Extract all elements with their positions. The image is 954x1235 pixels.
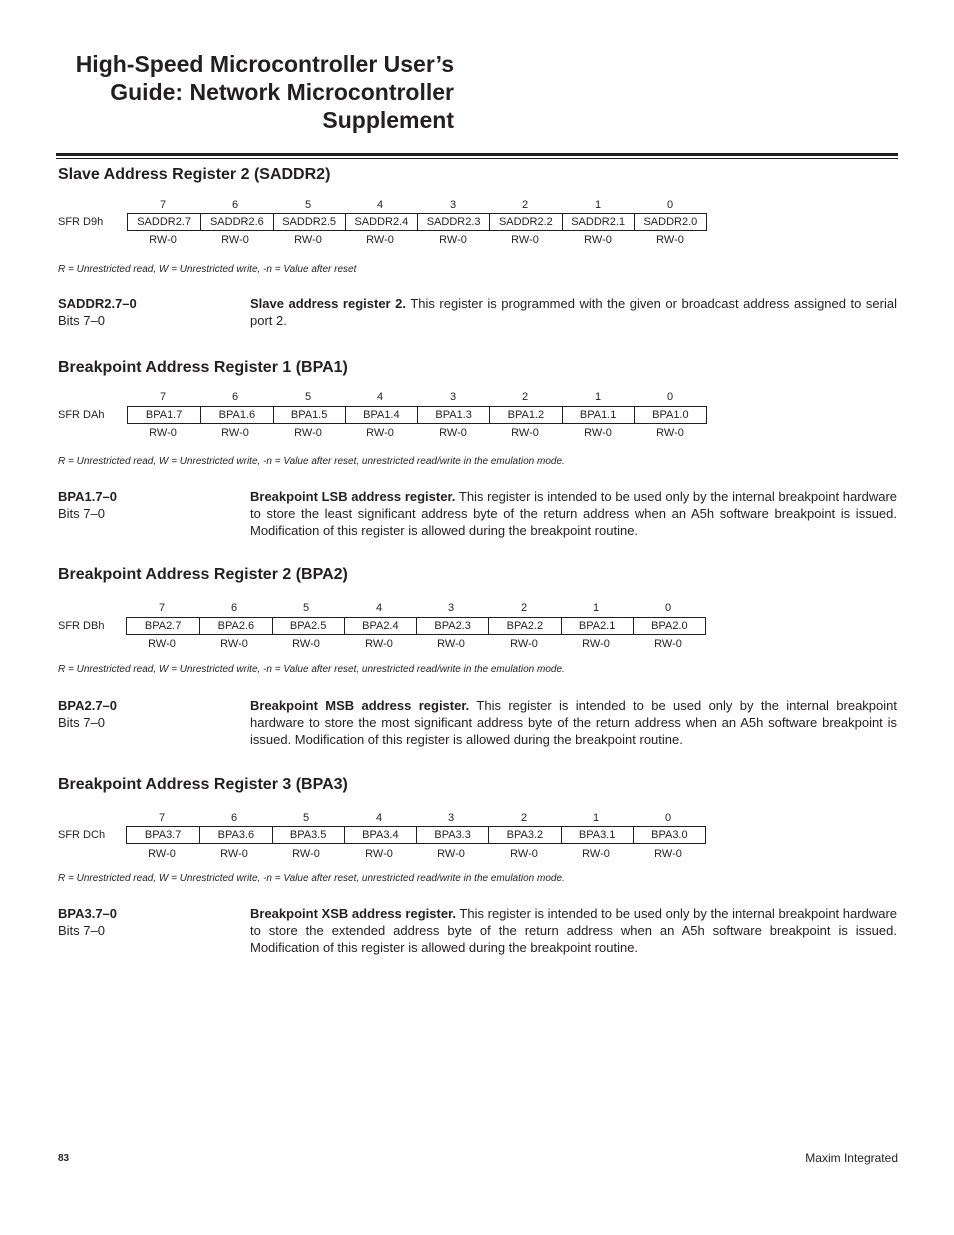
bit-number: 6 — [230, 812, 238, 824]
register-bit-cell: BPA3.7 — [144, 829, 182, 841]
bit-number: 3 — [449, 391, 457, 403]
register-bit-table — [127, 406, 707, 424]
reset-value: RW-0 — [582, 638, 610, 650]
bit-number: 5 — [304, 391, 312, 403]
reset-value: RW-0 — [366, 234, 394, 246]
register-bit-cell: BPA1.1 — [562, 407, 634, 423]
bit-number: 2 — [521, 391, 529, 403]
register-bit-cell: SADDR2.3 — [417, 214, 489, 230]
register-bit-cell: BPA2.6 — [199, 618, 271, 634]
field-bits: Bits 7–0 — [58, 313, 105, 328]
field-description-title: Breakpoint XSB address register. — [250, 906, 457, 921]
register-row — [0, 617, 954, 635]
register-bit-cell: BPA2.4 — [344, 618, 416, 634]
bit-number: 7 — [159, 391, 167, 403]
reset-value: RW-0 — [582, 848, 610, 860]
sfr-address: SFR DBh — [58, 620, 105, 632]
bit-number: 5 — [302, 812, 310, 824]
reset-value: RW-0 — [149, 427, 177, 439]
bit-number: 0 — [666, 199, 674, 211]
bit-number: 2 — [521, 199, 529, 211]
reset-value: RW-0 — [149, 234, 177, 246]
register-bit-cell: BPA1.6 — [200, 407, 272, 423]
bit-number: 3 — [449, 199, 457, 211]
reset-value: RW-0 — [511, 234, 539, 246]
register-bit-cell: SADDR2.2 — [489, 214, 561, 230]
section-heading: Breakpoint Address Register 2 (BPA2) — [58, 566, 348, 583]
reset-value: RW-0 — [510, 638, 538, 650]
register-bit-cell: BPA1.0 — [634, 407, 706, 423]
register-bit-cell: SADDR2.4 — [345, 214, 417, 230]
reset-value: RW-0 — [365, 848, 393, 860]
title-divider-thin — [56, 158, 898, 159]
reset-value: RW-0 — [654, 848, 682, 860]
section-heading: Slave Address Register 2 (SADDR2) — [58, 166, 331, 183]
register-row — [0, 826, 954, 844]
reset-value-row — [0, 847, 954, 865]
bit-number: 0 — [664, 812, 672, 824]
reset-value: RW-0 — [510, 848, 538, 860]
register-row — [0, 406, 954, 424]
register-bit-cell: BPA3.6 — [199, 827, 271, 843]
bit-number: 3 — [447, 602, 455, 614]
register-bit-cell: BPA2.5 — [272, 618, 344, 634]
reset-value: RW-0 — [654, 638, 682, 650]
reset-value: RW-0 — [656, 234, 684, 246]
register-bit-cell: BPA1.4 — [345, 407, 417, 423]
reset-value: RW-0 — [220, 638, 248, 650]
section-heading: Breakpoint Address Register 3 (BPA3) — [58, 776, 348, 793]
field-description-text: This register is intended to be used only by the internal breakpoint hardware to store the most significant address byte of the return address when an A5h software breakpoint is issued. Modification of this register is allowed during the breakpoint routine. — [250, 698, 897, 747]
sfr-address: SFR DCh — [58, 829, 106, 841]
bit-number: 1 — [594, 199, 602, 211]
title-line: Guide: Network Microcontroller — [110, 79, 454, 105]
register-bit-cell: BPA2.0 — [633, 618, 705, 634]
register-bit-cell: SADDR2.5 — [273, 214, 345, 230]
footer-brand: Maxim Integrated — [805, 1151, 898, 1165]
bit-number: 7 — [158, 602, 166, 614]
title-divider-thick — [56, 153, 898, 156]
field-description — [250, 697, 897, 748]
field-description-title: Breakpoint MSB address register. — [250, 698, 470, 713]
access-legend: R = Unrestricted read, W = Unrestricted write, -n = Value after reset, unrestricted read/write in the emulation mode. — [58, 456, 565, 467]
field-description — [250, 488, 897, 539]
section-heading: Breakpoint Address Register 1 (BPA1) — [58, 359, 348, 376]
register-bit-cell: SADDR2.1 — [562, 214, 634, 230]
bit-number: 1 — [594, 391, 602, 403]
field-bits: Bits 7–0 — [58, 506, 105, 521]
register-bit-table — [127, 213, 707, 231]
field-description-title: Breakpoint LSB address register. — [250, 489, 456, 504]
bit-number: 5 — [304, 199, 312, 211]
reset-value: RW-0 — [439, 427, 467, 439]
bit-number: 0 — [664, 602, 672, 614]
field-description — [250, 905, 897, 956]
field-name: SADDR2.7–0 — [58, 296, 137, 311]
reset-value: RW-0 — [221, 427, 249, 439]
bit-number: 2 — [520, 602, 528, 614]
bit-number: 4 — [376, 391, 384, 403]
register-bit-cell: BPA3.5 — [272, 827, 344, 843]
access-legend: R = Unrestricted read, W = Unrestricted write, -n = Value after reset, unrestricted read/write in the emulation mode. — [58, 873, 565, 884]
reset-value: RW-0 — [148, 848, 176, 860]
reset-value: RW-0 — [220, 848, 248, 860]
bit-number: 4 — [376, 199, 384, 211]
field-description-title: Slave address register 2. — [250, 296, 407, 311]
reset-value: RW-0 — [365, 638, 393, 650]
reset-value: RW-0 — [584, 234, 612, 246]
reset-value: RW-0 — [292, 848, 320, 860]
reset-value: RW-0 — [294, 234, 322, 246]
field-description-text: This register is intended to be used only by the internal breakpoint hardware to store the extended address byte of the return address when an A5h software breakpoint is issued. Modification of this register is allowed during the breakpoint routine. — [250, 906, 897, 955]
reset-value-row — [0, 233, 954, 251]
field-name: BPA2.7–0 — [58, 698, 118, 713]
reset-value: RW-0 — [511, 427, 539, 439]
register-bit-cell: BPA2.1 — [561, 618, 633, 634]
register-bit-cell: BPA3.3 — [416, 827, 488, 843]
reset-value: RW-0 — [294, 427, 322, 439]
page-number: 83 — [58, 1153, 70, 1164]
reset-value: RW-0 — [439, 234, 467, 246]
bit-number: 6 — [231, 391, 239, 403]
reset-value: RW-0 — [148, 638, 176, 650]
bit-number: 6 — [230, 602, 238, 614]
bit-number: 2 — [520, 812, 528, 824]
register-bit-cell: BPA2.3 — [416, 618, 488, 634]
reset-value: RW-0 — [366, 427, 394, 439]
register-bit-cell: BPA1.2 — [489, 407, 561, 423]
bit-number: 6 — [231, 199, 239, 211]
register-bit-cell: SADDR2.0 — [634, 214, 706, 230]
field-bits: Bits 7–0 — [58, 923, 105, 938]
title-line: High-Speed Microcontroller User’s — [75, 51, 454, 77]
bit-number: 1 — [592, 812, 600, 824]
register-bit-cell: BPA3.2 — [488, 827, 560, 843]
reset-value: RW-0 — [437, 638, 465, 650]
register-bit-cell: BPA1.7 — [145, 409, 183, 421]
register-bit-cell: BPA3.1 — [561, 827, 633, 843]
bit-number: 5 — [302, 602, 310, 614]
field-description — [250, 295, 897, 329]
reset-value: RW-0 — [584, 427, 612, 439]
title-line: Supplement — [322, 107, 454, 133]
register-row — [0, 213, 954, 231]
field-bits: Bits 7–0 — [58, 715, 105, 730]
field-name: BPA1.7–0 — [58, 489, 118, 504]
register-bit-table — [126, 826, 706, 844]
register-bit-cell: BPA1.3 — [417, 407, 489, 423]
register-bit-cell: BPA3.4 — [344, 827, 416, 843]
reset-value: RW-0 — [292, 638, 320, 650]
sfr-address: SFR D9h — [58, 216, 104, 228]
bit-number: 0 — [666, 391, 674, 403]
bit-number: 3 — [447, 812, 455, 824]
field-description-text: This register is programmed with the given or broadcast address assigned to serial port 2. — [250, 296, 898, 328]
access-legend: R = Unrestricted read, W = Unrestricted write, -n = Value after reset, unrestricted read/write in the emulation mode. — [58, 664, 565, 675]
bit-number: 7 — [158, 812, 166, 824]
bit-number: 1 — [592, 602, 600, 614]
bit-number: 4 — [375, 812, 383, 824]
register-bit-cell: BPA2.2 — [488, 618, 560, 634]
reset-value: RW-0 — [437, 848, 465, 860]
register-bit-cell: BPA1.5 — [273, 407, 345, 423]
bit-number: 7 — [159, 199, 167, 211]
document-title — [40, 50, 454, 134]
bit-number: 4 — [375, 602, 383, 614]
field-description-text: This register is intended to be used only by the internal breakpoint hardware to store the least significant address byte of the return address when an A5h software breakpoint is issued. Modification of this register is allowed during the breakpoint routine. — [250, 489, 898, 538]
sfr-address: SFR DAh — [58, 409, 105, 421]
access-legend: R = Unrestricted read, W = Unrestricted write, -n = Value after reset — [58, 264, 357, 275]
reset-value-row — [0, 637, 954, 655]
register-bit-cell: BPA2.7 — [144, 620, 182, 632]
register-bit-table — [126, 617, 706, 635]
reset-value-row — [0, 426, 954, 444]
reset-value: RW-0 — [221, 234, 249, 246]
register-bit-cell: BPA3.0 — [633, 827, 705, 843]
field-name: BPA3.7–0 — [58, 906, 118, 921]
reset-value: RW-0 — [656, 427, 684, 439]
register-bit-cell: SADDR2.6 — [200, 214, 272, 230]
register-bit-cell: SADDR2.7 — [137, 216, 192, 228]
